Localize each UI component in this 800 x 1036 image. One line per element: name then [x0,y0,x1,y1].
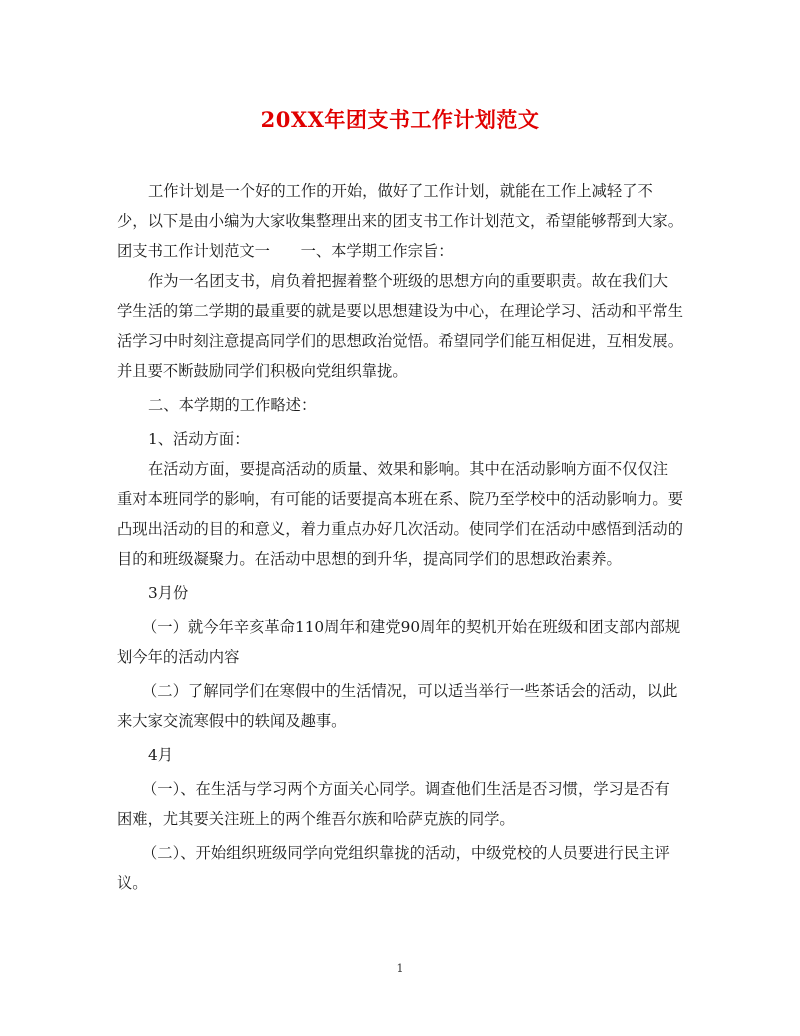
document-title: 20XX年团支书工作计划范文 [260,107,540,132]
section-heading-activities: 1、活动方面： [148,430,250,448]
document-body [117,176,683,898]
march-item-one: （一）就今年辛亥革命110周年和建党90周年的契机开始在班级和团支部内部规划今年的活动内容 [117,618,681,666]
march-item-two: （二）了解同学们在寒假中的生活情况，可以适当举行一些茶话会的活动，以此来大家交流寒假中的轶闻及趣事。 [117,682,678,730]
activities-paragraph: 在活动方面，要提高活动的质量、效果和影响。其中在活动影响方面不仅仅注重对本班同学的影响，有可能的话要提高本班在系、院乃至学校中的活动影响力。要凸现出活动的目的和意义，着力重点办好几次活动。使同学们在活动中感悟到活动的目的和班级凝聚力。在活动中思想的到升华，提高同学们的思想政治素养。 [117,460,683,568]
page-number: 1 [396,962,404,975]
purpose-paragraph: 作为一名团支书，肩负着把握着整个班级的思想方向的重要职责。故在我们大学生活的第二学期的最重要的就是要以思想建设为中心，在理论学习、活动和平常生活学习中时刻注意提高同学们的思想政治觉悟。希望同学们能互相促进，互相发展。并且要不断鼓励同学们积极向党组织靠拢。 [117,272,683,380]
april-item-two: （二）、开始组织班级同学向党组织靠拢的活动，中级党校的人员要进行民主评议。 [117,844,670,892]
section-heading-work-summary: 二、本学期的工作略述： [148,396,317,414]
april-item-one: （一）、在生活与学习两个方面关心同学。调查他们生活是否习惯，学习是否有困难，尤其要关注班上的两个维吾尔族和哈萨克族的同学。 [117,780,670,828]
section-heading-plan-one: 团支书工作计划范文一 一、本学期工作宗旨： [117,242,454,260]
month-heading-april: 4月 [148,746,174,764]
intro-paragraph: 工作计划是一个好的工作的开始，做好了工作计划，就能在工作上减轻了不少，以下是由小编为大家收集整理出来的团支书工作计划范文，希望能够帮到大家。 [117,182,683,230]
month-heading-march: 3月份 [148,584,189,602]
